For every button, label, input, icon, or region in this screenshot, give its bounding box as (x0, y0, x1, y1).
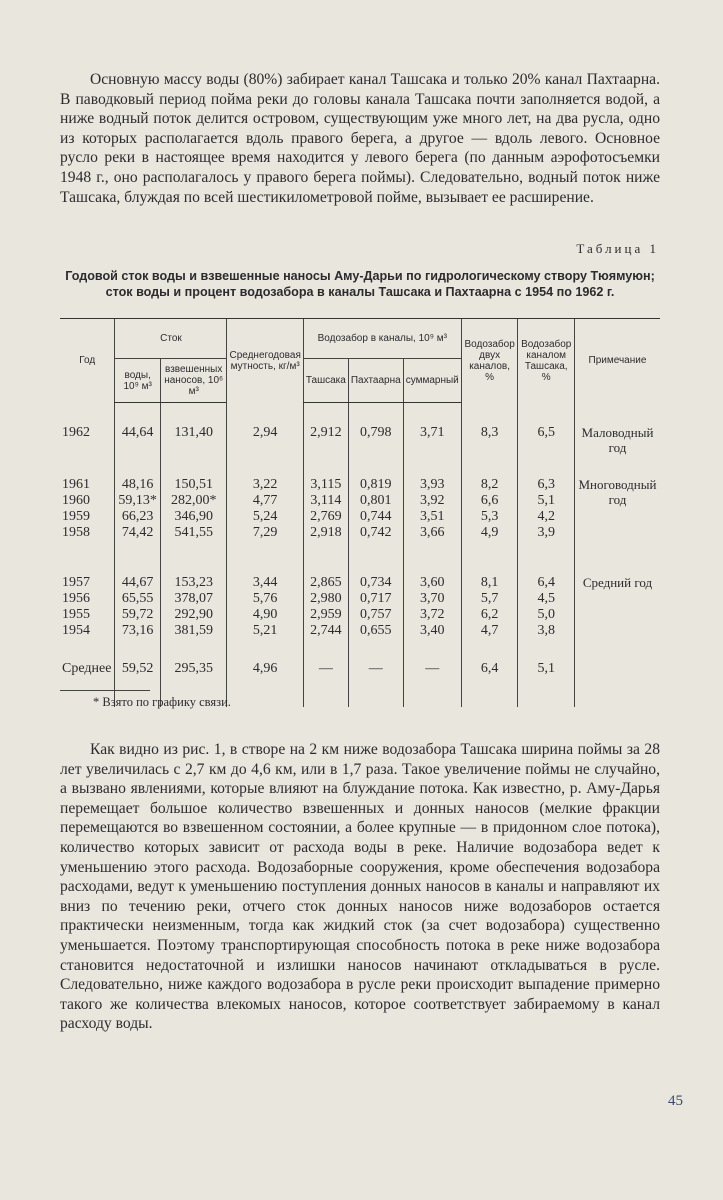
table-label: Таблица 1 (576, 241, 659, 256)
note-high-water: Многоводный год (574, 477, 660, 541)
header-stok: Сток (115, 319, 227, 359)
table-row: 1955 59,72 292,90 4,90 2,959 0,757 3,72 6,2 5,0 (60, 607, 660, 623)
header-pakhtaarna: Пахтаарна (348, 359, 403, 403)
header-intake-two-pct: Водозабор двух каналов, % (461, 319, 518, 403)
paragraph-intro: Основную массу воды (80%) забирает канал Ташсака и только 20% канал Пахтаарна. В паводковый период пойма реки до головы канала Ташсака почти заполняется водой, а ниже водный поток делится островом, существующим уже много лет, на два русла, одно из которых располагается вдоль правого берега, а другое — вдоль левого. Основное русло реки в настоящее время находится у левого берега (по данным аэрофотосъемки 1948 г., оно располагалось у правого берега поймы). Следовательно, водный поток ниже Ташсака, блуждая по всей шестикилометровой пойме, вызывает ее расширение. (60, 71, 660, 206)
page-number: 45 (668, 1093, 683, 1109)
table-caption: Годовой сток воды и взвешенные наносы Аму-Дарьи по гидрологическому створу Тюямуюн; сток воды и процент водозабора в каналы Ташсака и Пахтаарна с 1954 по 1962 г. (65, 269, 655, 299)
table-row: 1960 59,13* 282,00* 4,77 3,114 0,801 3,92 6,6 5,1 (60, 493, 660, 509)
header-water: воды, 10⁹ м³ (115, 359, 161, 403)
header-tashsaka: Ташсака (303, 359, 348, 403)
footnote-rule (60, 690, 150, 691)
header-note: Примечание (574, 319, 660, 403)
header-intake: Водозабор в каналы, 10⁹ м³ (303, 319, 461, 359)
table-row: 1957 44,67 153,23 3,44 2,865 0,734 3,60 8,1 6,4 Средний год (60, 575, 660, 591)
table-row: 1956 65,55 378,07 5,76 2,980 0,717 3,70 5,7 4,5 (60, 591, 660, 607)
paragraph-main: Как видно из рис. 1, в створе на 2 км ниже водозабора Ташсака ширина поймы за 28 лет увеличилась с 2,7 км до 4,6 км, или в 1,7 раза. Такое увеличение поймы не случайно, а вызвано явлениями, которые влияют на блуждание потока. Как известно, р. Аму-Дарья перемещает большое количество взвешенных и донных наносов (мелкие фракции перемещаются во взвешенном состоянии, а более крупные — в придонном слое потока), количество которых зависит от расхода воды в реке. Наличие водозабора ведет к уменьшению этого расхода. Водозаборные сооружения, кроме обеспечения водозабора расходами, ведут к уменьшению поступления донных наносов в каналы и направляют их вниз по течению реки, отчего сток донных наносов ниже водозаборов остается практически неизменным, тогда как жидкий сток (за счет водозабора) существенно уменьшается. Поэтому транспортирующая способность потока в реке ниже водозабора становится недостаточной и излишки наносов начинают откладываться в русле. Следовательно, ниже каждого водозабора в русле реки происходит выпадение примерно такого же количества влекомых наносов, которое соответствует забираемому в канал расходу воды. (60, 741, 660, 1033)
table-row: 1959 66,23 346,90 5,24 2,769 0,744 3,51 5,3 4,2 (60, 509, 660, 525)
footnote: * Взято по графику связи. (93, 695, 231, 709)
table-row: 1961 48,16 150,51 3,22 3,115 0,819 3,93 8,2 6,3 Многоводный год (60, 477, 660, 493)
note-average-year: Средний год (574, 575, 660, 639)
header-sediment: взвешенных наносов, 10⁶ м³ (160, 359, 227, 403)
header-year: Год (60, 319, 115, 403)
runoff-table (60, 318, 660, 707)
header-turbidity: Среднегодовая мутность, кг/м³ (227, 319, 303, 403)
table-row: 1962 44,64 131,40 2,94 2,912 0,798 3,71 8,3 6,5 Маловодный год (60, 425, 660, 455)
header-intake-tash-pct: Водозабор каналом Ташсака, % (518, 319, 574, 403)
table-row: 1958 74,42 541,55 7,29 2,918 0,742 3,66 4,9 3,9 (60, 525, 660, 541)
note-low-water: Маловодный год (574, 425, 660, 455)
table-row-average: Среднее 59,52 295,35 4,96 — — — 6,4 5,1 (60, 661, 660, 677)
header-total: суммарный (403, 359, 461, 403)
table-row: 1954 73,16 381,59 5,21 2,744 0,655 3,40 4,7 3,8 (60, 623, 660, 639)
